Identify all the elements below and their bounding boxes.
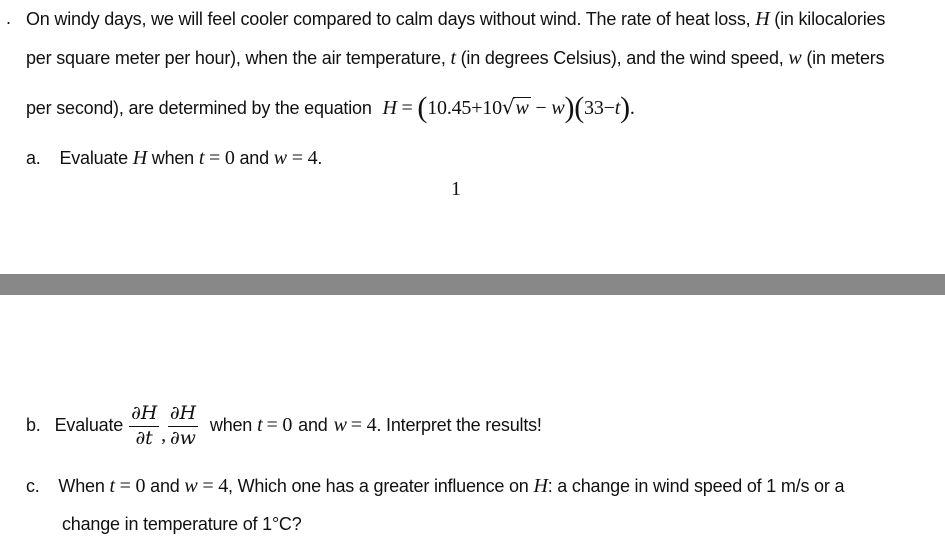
eq-paren-close: ) xyxy=(564,91,575,124)
heat-loss-equation xyxy=(382,91,635,124)
eq-33-minus: 33− xyxy=(584,97,615,119)
fraction-numerator: ∂H xyxy=(168,403,198,427)
part-c-line-2: change in temperature of 1°C? xyxy=(62,514,302,534)
condition-value: = 0 xyxy=(119,475,146,497)
intro-text: On windy days, we will feel cooler compared to calm days without wind. The rate of heat loss, xyxy=(26,9,751,29)
part-b-label: b. xyxy=(26,414,41,435)
eq-paren-close-2: ) xyxy=(620,91,630,124)
variable-w: w xyxy=(184,475,198,497)
variable-t: t xyxy=(109,475,115,497)
period: . xyxy=(317,148,323,168)
condition-value: = 4 xyxy=(291,147,318,169)
part-b-text: and xyxy=(298,414,328,435)
condition-value: = 4 xyxy=(202,475,229,497)
intro-text: per second), are determined by the equation xyxy=(26,98,372,118)
partial-dH-dw xyxy=(168,403,198,450)
part-c-text: and xyxy=(150,476,180,496)
eq-variable-H: H xyxy=(382,97,397,119)
part-b xyxy=(26,402,542,449)
intro-line-2 xyxy=(26,47,884,70)
part-a xyxy=(26,147,322,170)
eq-variable-t: t xyxy=(614,97,621,119)
part-b-text: . Interpret the results! xyxy=(376,414,542,435)
eq-variable-w: w xyxy=(551,97,565,119)
part-c-text: : a change in wind speed of 1 m/s or a xyxy=(547,476,845,496)
eq-equals: = xyxy=(401,97,413,119)
comma: , xyxy=(161,423,166,446)
variable-w: w xyxy=(333,413,347,436)
variable-t: t xyxy=(198,147,205,169)
intro-text: per square meter per hour), when the air temperature, xyxy=(26,48,446,68)
variable-w: w xyxy=(273,147,287,169)
part-a-text: when xyxy=(151,148,194,168)
intro-text: (in kilocalories xyxy=(774,9,886,29)
condition-value: = 0 xyxy=(266,413,293,436)
part-b-text: Evaluate xyxy=(54,414,124,435)
eq-paren-open: ( xyxy=(417,91,428,124)
partial-dH-dt xyxy=(129,403,159,450)
variable-w: w xyxy=(788,47,802,69)
part-a-text: Evaluate xyxy=(59,148,128,168)
part-b-text: when xyxy=(209,414,253,435)
part-c-text: , Which one has a greater influence on xyxy=(228,476,529,496)
fraction-numerator: ∂H xyxy=(129,403,159,427)
intro-line-3 xyxy=(26,90,635,124)
part-c-label: c. xyxy=(26,476,40,496)
eq-constant: 10.45+10 xyxy=(427,97,502,119)
intro-text: (in meters xyxy=(806,48,885,68)
part-c-line-1 xyxy=(26,475,844,498)
variable-H: H xyxy=(132,147,147,169)
section-divider xyxy=(0,274,945,295)
page-number: 1 xyxy=(451,178,461,200)
fraction-denominator: ∂t xyxy=(135,426,153,449)
part-a-label: a. xyxy=(26,148,41,168)
variable-H: H xyxy=(533,475,548,497)
variable-t: t xyxy=(257,413,263,436)
intro-line-1 xyxy=(26,8,885,31)
eq-radicand: w xyxy=(515,97,529,119)
eq-period: . xyxy=(629,97,635,119)
part-a-text: and xyxy=(239,148,269,168)
condition-value: = 0 xyxy=(208,147,235,169)
fraction-denominator: ∂w xyxy=(170,426,196,449)
sqrt-symbol: √ xyxy=(501,95,515,119)
condition-value: = 4 xyxy=(350,413,377,436)
variable-H: H xyxy=(755,8,770,30)
intro-text: (in degrees Celsius), and the wind speed, xyxy=(460,48,784,68)
variable-t: t xyxy=(450,47,456,69)
bullet-marker: . xyxy=(6,8,12,28)
part-c-text: When xyxy=(58,476,105,496)
eq-minus: − xyxy=(535,97,547,119)
eq-paren-open-2: ( xyxy=(574,91,585,124)
